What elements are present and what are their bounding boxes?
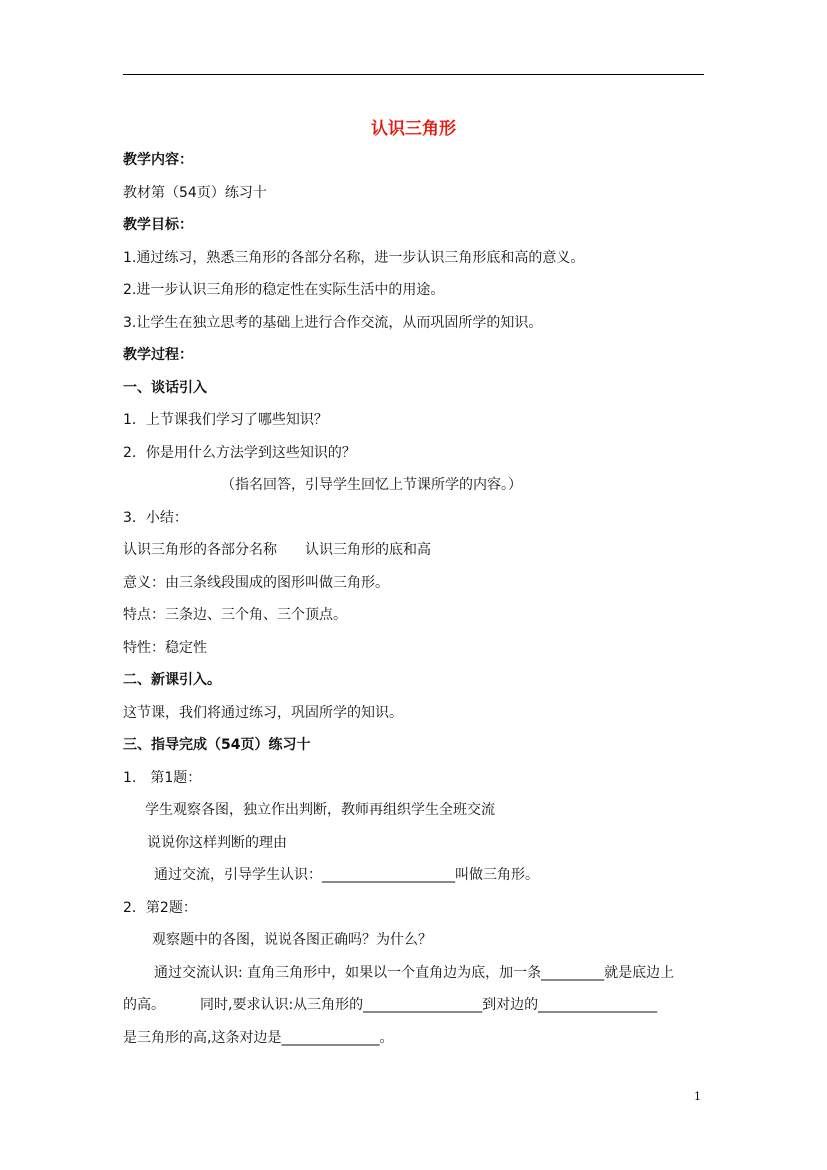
paragraph-line: 特点：三条边、三个角、三个顶点。	[123, 607, 347, 623]
paragraph-line: 通过交流认识: 直角三角形中，如果以一个直角边为底，加一条_________就是底边上	[154, 965, 675, 981]
paragraph-line: （指名回答，引导学生回忆上节课所学的内容。）	[221, 477, 522, 493]
page-title: 认识三角形	[371, 119, 456, 139]
paragraph-line: 教材第（54页）练习十	[123, 185, 267, 201]
paragraph-line: 学生观察各图，独立作出判断，教师再组织学生全班交流	[145, 802, 495, 818]
heading-goals: 教学目标：	[123, 217, 193, 233]
page-number: 1	[694, 1090, 701, 1103]
paragraph-line: 1.通过练习，熟悉三角形的各部分名称，进一步认识三角形底和高的意义。	[123, 250, 585, 266]
paragraph-line: 说说你这样判断的理由	[147, 835, 287, 851]
paragraph-line: 认识三角形的各部分名称 认识三角形的底和高	[123, 542, 431, 558]
paragraph-line: 1．上节课我们学习了哪些知识？	[123, 412, 328, 428]
paragraph-line: 观察题中的各图，说说各图正确吗？为什么？	[152, 932, 432, 948]
paragraph-line: 意义：由三条线段围成的图形叫做三角形。	[123, 575, 389, 591]
paragraph-line: 是三角形的高,这条对边是______________。	[123, 1030, 394, 1046]
paragraph-line: 的高。 同时,要求认识:从三角形的_________________到对边的_________________	[123, 997, 658, 1013]
heading-content: 教学内容：	[123, 152, 193, 168]
section-heading-1: 一、谈话引入	[123, 380, 207, 396]
paragraph-line: 2.进一步认识三角形的稳定性在实际生活中的用途。	[123, 282, 445, 298]
section-heading-3: 三、指导完成（54页）练习十	[123, 737, 311, 753]
paragraph-line: 通过交流，引导学生认识：___________________叫做三角形。	[154, 867, 539, 883]
section-heading-2: 二、新课引入。	[123, 672, 221, 688]
paragraph-line: 1. 第1题：	[123, 770, 202, 786]
header-rule	[123, 74, 704, 75]
paragraph-line: 3．小结：	[123, 510, 188, 526]
paragraph-line: 特性：稳定性	[123, 640, 207, 656]
paragraph-line: 这节课，我们将通过练习，巩固所学的知识。	[123, 705, 403, 721]
paragraph-line: 3.让学生在独立思考的基础上进行合作交流，从而巩固所学的知识。	[123, 315, 543, 331]
paragraph-line: 2．你是用什么方法学到这些知识的？	[123, 445, 356, 461]
paragraph-line: 2．第2题：	[123, 900, 197, 916]
heading-process: 教学过程：	[123, 347, 193, 363]
